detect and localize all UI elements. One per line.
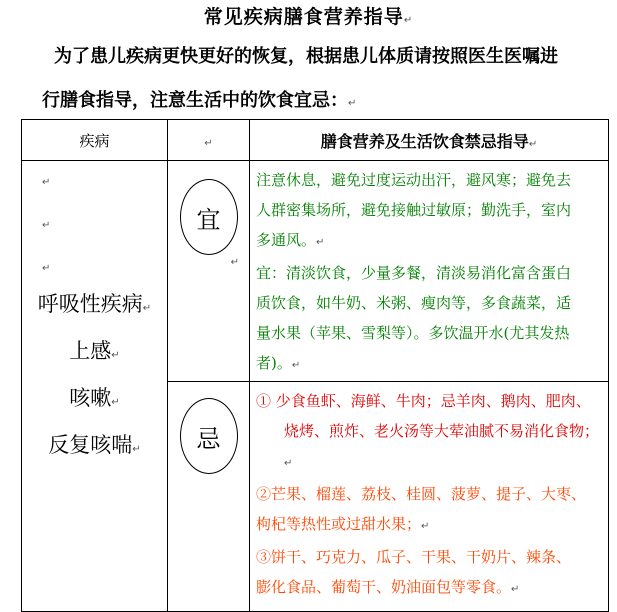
disease-cell [22,161,168,612]
disease-line: 反复咳喘↵ [48,433,141,457]
ji-line: ① 少食鱼虾、海鲜、牛肉；忌羊肉、鹅肉、肥肉、 [256,392,591,410]
ji-content [250,382,609,612]
ji-line: ②芒果、榴莲、荔枝、桂圆、菠萝、提子、大枣、 [256,485,587,503]
yi-cell: 宜 ↵ [168,161,250,382]
ji-line: 枸杞等热性或过甜水果；↵ [256,515,430,533]
yi-line: 质饮食，如牛奶、米粥、瘦肉等，多食蔬菜，适 [256,294,572,312]
empty-paragraph: ↵ [42,177,51,188]
disease-line: 呼吸性疾病↵ [37,292,152,316]
intro-line-1: 为了患儿疾病更快更好的恢复，根据患儿体质请按照医生医嘱进 [54,46,558,67]
intro-line-2: 行膳食指导，注意生活中的饮食宜忌：↵ [42,90,357,111]
disease-line: 上感↵ [69,339,120,363]
ji-oval: 忌 [180,398,238,474]
document-title: 常见疾病膳食营养指导↵ [203,6,414,28]
table-header-row [22,120,609,161]
yi-line: 者)。↵ [256,354,301,372]
header-blank: ↵ [168,120,250,161]
ji-line: ③饼干、巧克力、瓜子、干果、干奶片、辣条、 [256,548,572,566]
ji-line: 烧烤、煎炸、老火汤等大荤油腻不易消化食物；↵ [284,422,600,469]
header-guidance: 膳食营养及生活饮食禁忌指导↵ [250,120,609,161]
ji-cell [168,382,250,612]
disease-line: 咳嗽↵ [69,386,120,410]
empty-paragraph: ↵ [42,263,51,274]
yi-line: 量水果（苹果、雪梨等）。多饮温开水(尤其发热 [256,324,570,342]
ji-line: 膨化食品、葡萄干、奶油面包等零食。↵ [256,578,520,596]
yi-line: 注意休息，避免过度运动出汗，避风寒；避免去 [256,171,572,189]
yi-line: 人群密集场所，避免接触过敏原；勤洗手，室内 [256,201,572,219]
diet-guide-table [21,119,609,612]
yi-oval: 宜 [180,179,238,255]
yi-content [250,161,609,382]
yi-line: 多通风。↵ [256,231,325,249]
yi-line: 宜：清淡饮食，少量多餐，清淡易消化富含蛋白 [256,264,572,282]
header-disease: 疾病 [22,120,168,161]
empty-paragraph: ↵ [42,220,51,231]
yi-row [22,161,609,382]
